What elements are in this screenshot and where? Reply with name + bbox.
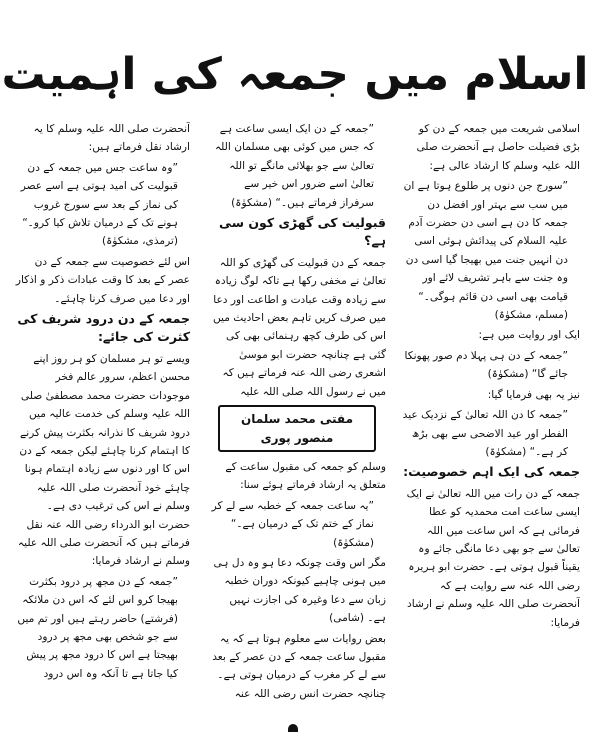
column-middle [208,120,386,725]
section-heading: جمعہ کے دن درود شریف کی کثرت کی جائے: [17,311,190,345]
section-heading: جمعہ کی ایک اہم خصوصیت: [403,464,580,480]
hadith-quote: ”یہ ساعت جمعہ کے خطبہ سے لے کر نماز کے ختم تک کے درمیان ہے۔“ (مشکوٰۃ) [211,499,374,549]
paragraph: نیز یہ بھی فرمایا گیا: [487,388,580,401]
paragraph: ویسے تو ہر مسلمان کو ہر روز اپنے محسن اعظم، سرور عالم فخر موجودات حضرت محمد مصطفیٰ صلی اللہ علیہ وسلم کی خدمت عالیہ میں درود شریف کا نذرانہ بکثرت پیش کرنے کا اہتمام کرنا چاہئے لیکن جمعہ کے دن اس کا اور دنوں سے زیادہ اہتمام ہونا چاہئے خود آنحضرت صلی اللہ علیہ وسلم نے اس کی ترغیب دی ہے۔ حضرت ابو الدرداء رضی اللہ عنہ نقل فرماتے ہیں کہ آنحضرت صلی اللہ علیہ وسلم نے ارشاد فرمایا: [17,352,190,568]
paragraph: وسلم کو جمعہ کی مقبول ساعت کے متعلق یہ ارشاد فرماتے ہوئے سنا: [225,460,386,492]
page-ornament-icon [288,724,298,732]
hadith-quote: ”جمعہ کے دن ایک ایسی ساعت ہے کہ جس میں کوئی بھی مسلمان اللہ تعالیٰ سے جو بھلائی مانگے تو اللہ تعالیٰ اسے ضرور اس خیر سے سرفراز فرماتے ہیں۔“ (مشکوٰۃ) [214,123,374,209]
paragraph: اسلامی شریعت میں جمعہ کے دن کو بڑی فضیلت حاصل ہے آنحضرت صلی اللہ علیہ وسلم کا ارشاد عالی ہے: [416,123,580,172]
paragraph: ایک اور روایت میں ہے: [478,329,580,342]
column-left [12,120,190,725]
column-right [402,120,580,725]
hadith-quote: ”وہ ساعت جس میں جمعہ کے دن قبولیت کی امید ہوتی ہے اسے عصر کی نماز کے بعد سے سورج غروب ہونے تک کے درمیان تلاش کیا کرو۔“ (ترمذی، مشکوٰۃ) [20,161,178,248]
paragraph: اس لئے خصوصیت سے جمعہ کے دن عصر کے بعد کا وقت عبادات ذکر و اذکار اور دعا میں صرف کرنا چاہئے۔ [15,255,190,305]
section-heading: قبولیت کی گھڑی کون سی ہے؟ [219,215,386,249]
hadith-quote: ”جمعہ کا دن اللہ تعالیٰ کے نزدیک عید الفطر اور عید الاضحی سے بھی بڑھ کر ہے۔“ (مشکوٰۃ) [402,409,568,458]
paragraph: جمعہ کے دن رات میں اللہ تعالیٰ نے ایک ایسی ساعت امت محمدیہ کو عطا فرمائی ہے کہ اس ساعت میں اللہ تعالیٰ سے جو بھی دعا مانگی جائے وہ یقیناً قبول ہوتی ہے۔ حضرت ابو ہریرہ رضی اللہ عنہ سے روایت ہے کہ آنحضرت صلی اللہ علیہ وسلم نے ارشاد فرمایا: [406,487,580,629]
paragraph: جمعہ کے دن قبولیت کی گھڑی کو اللہ تعالیٰ نے مخفی رکھا ہے تاکہ لوگ زیادہ سے زیادہ وقت عبادت و اطاعت اور دعا میں صرف کریں تاہم بعض احادیث میں اس کی طرف کچھ رہنمائی بھی کی گئی ہے چنانچہ حضرت ابو موسیٰ اشعری رضی اللہ عنہ فرماتے ہیں کہ میں نے رسول اللہ صلی اللہ علیہ [212,256,386,398]
paragraph: مگر اس وقت چونکہ دعا ہو وہ دل ہی میں ہونی چاہیے کیونکہ دوران خطبہ زبان سے دعا وغیرہ کی اجازت نہیں ہے۔ (شامی) [213,556,386,625]
author-byline: مفتی محمد سلمان منصور پوری [218,405,376,452]
paragraph: آنحضرت صلی اللہ علیہ وسلم کا یہ ارشاد نقل فرماتے ہیں: [33,123,190,154]
hadith-quote: ”سورج جن دنوں پر طلوع ہوتا ہے ان میں سب سے بہتر اور افضل دن جمعہ کا دن ہے اسی دن حضرت آدم علیہ السلام کی پیدائش ہوئی اسی دن انہیں جنت میں بھیجا گیا اسی دن وہ جنت سے باہر تشریف لائے اور قیامت بھی اسی دن قائم ہوگی۔“ (مسلم، مشکوٰۃ) [403,180,568,322]
hadith-quote: ”جمعہ کے دن ہی پہلا دم صور پھونکا جائے گا“ (مشکوٰۃ) [404,349,568,381]
hadith-quote: ”جمعہ کے دن مجھ پر درود بکثرت بھیجا کرو اس لئے کہ اس دن ملائکہ (فرشتے) حاضر رہتے ہیں اور تم میں سے جو شخص بھی مجھ پر درود بھیجتا ہے اس کا درود مجھ پر پیش کیا جاتا ہے تا آنکہ وہ اس درود [17,575,178,680]
paragraph: بعض روایات سے معلوم ہوتا ہے کہ یہ مقبول ساعت جمعہ کے دن عصر کے بعد سے لے کر مغرب کے درمیان ہوتی ہے۔ چنانچہ حضرت انس رضی اللہ عنہ [212,632,386,700]
article-title: اسلام میں جمعہ کی اہمیت [1,49,589,100]
